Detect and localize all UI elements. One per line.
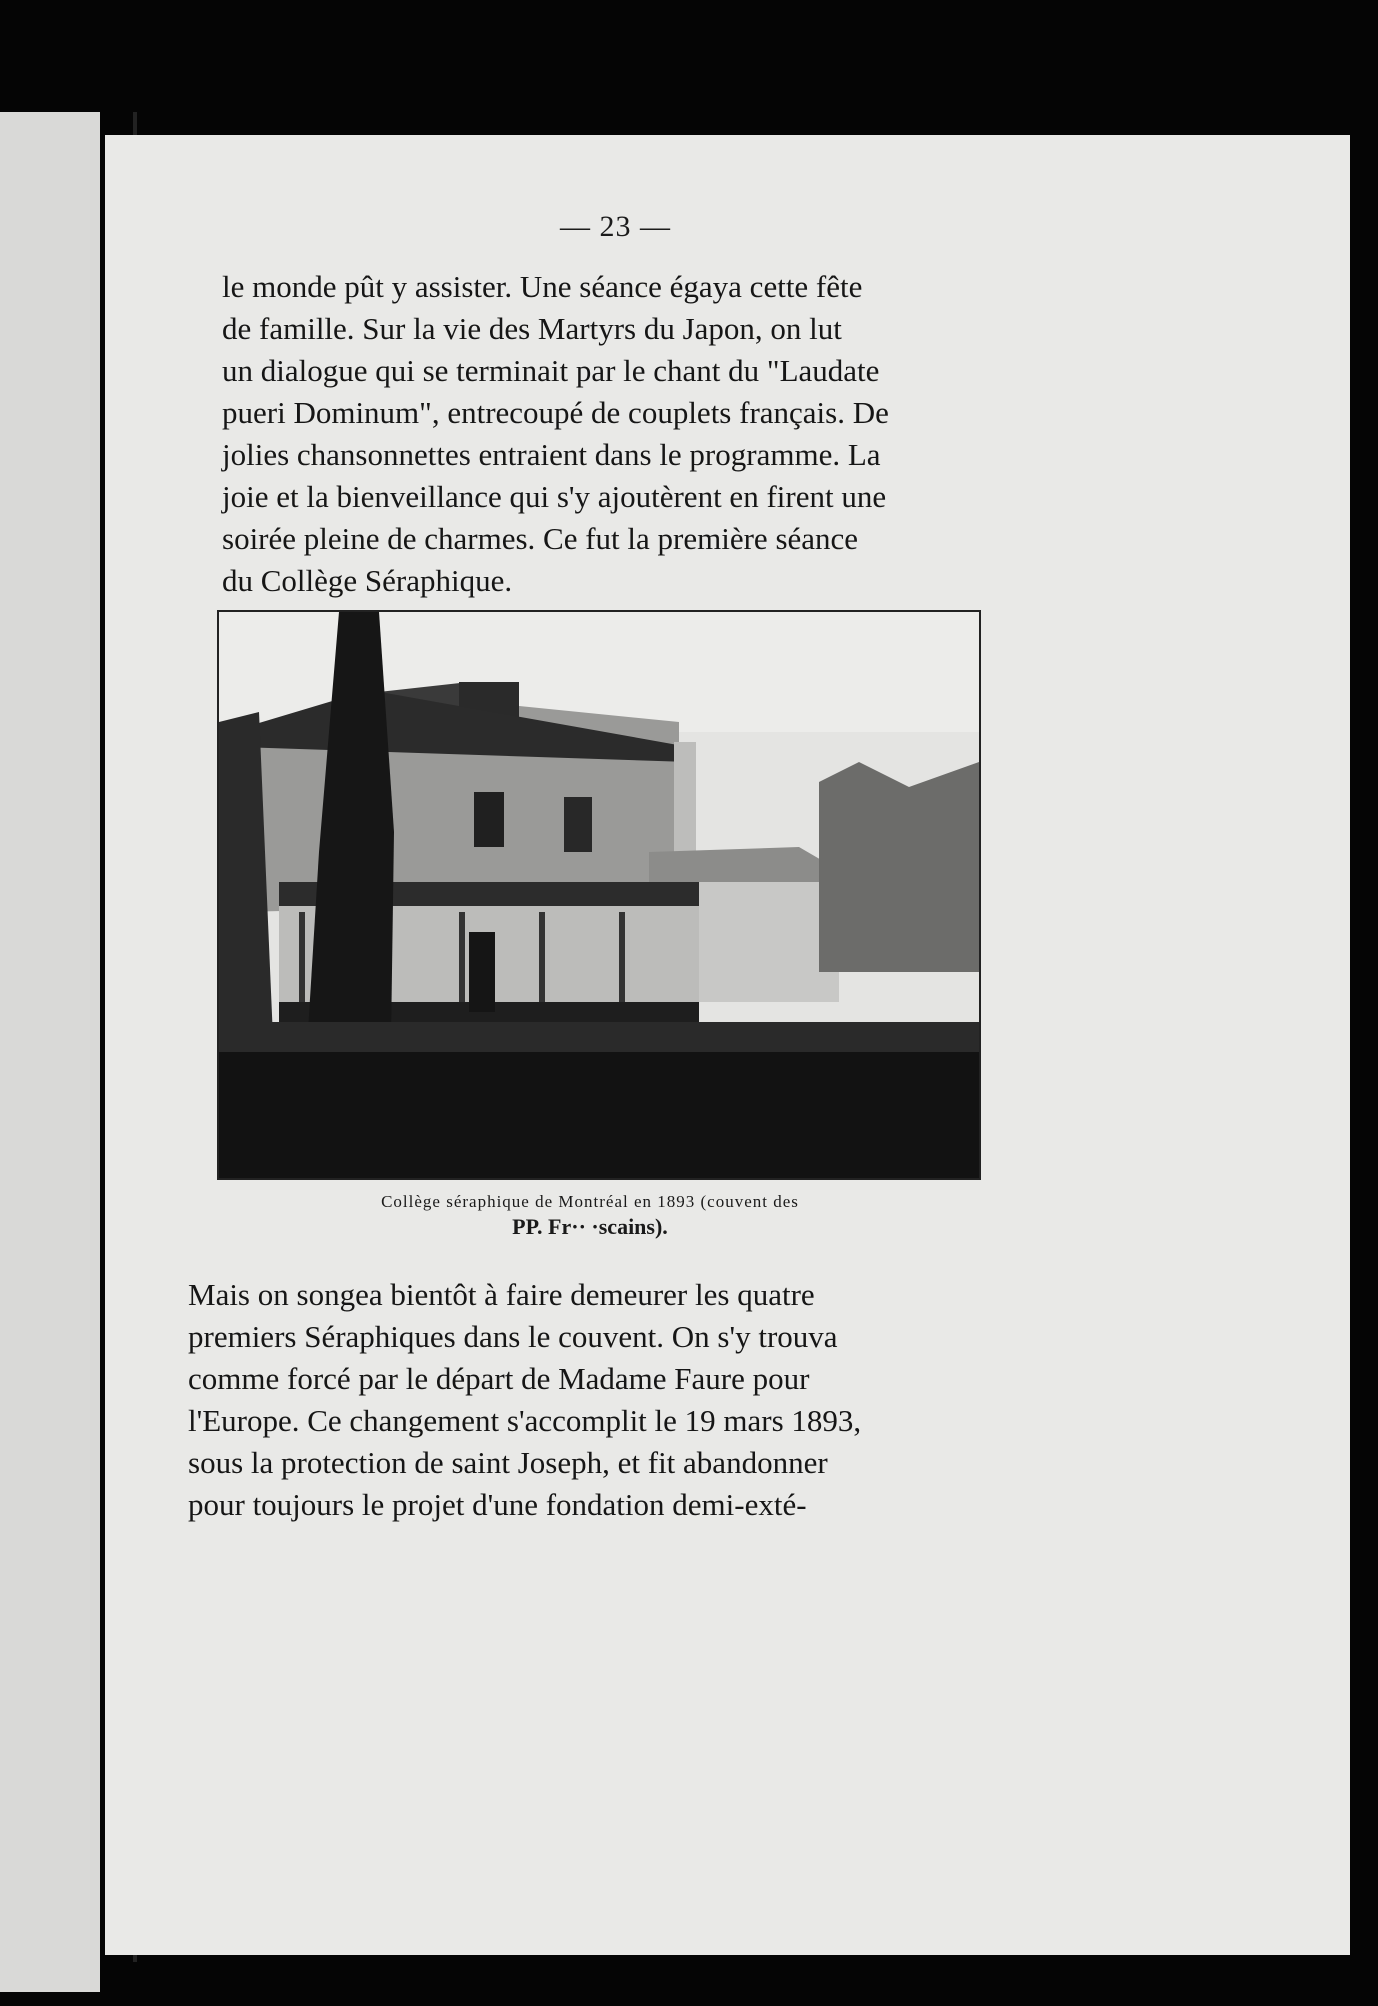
- paragraph-bottom: [188, 1274, 978, 1526]
- building-photo-illustration: [219, 612, 979, 1178]
- facing-page-edge: [0, 112, 100, 1992]
- text-line: jolies chansonnettes entraient dans le programme. La: [222, 437, 881, 472]
- text-line: pueri Dominum", entrecoupé de couplets français. De: [222, 395, 889, 430]
- text-line: Mais on songea bientôt à faire demeurer les quatre: [188, 1277, 815, 1312]
- college-photograph: [217, 610, 981, 1180]
- text-line: sous la protection de saint Joseph, et fit abandonner: [188, 1445, 828, 1480]
- text-line: le monde pût y assister. Une séance égaya cette fête: [222, 269, 863, 304]
- page-number: — 23 —: [560, 210, 671, 243]
- text-line: soirée pleine de charmes. Ce fut la première séance: [222, 521, 859, 556]
- text-line: de famille. Sur la vie des Martyrs du Japon, on lut: [222, 311, 842, 346]
- caption-line: PP. Fr·· ·scains).: [512, 1214, 668, 1239]
- photo-caption: [270, 1192, 910, 1240]
- text-line: pour toujours le projet d'une fondation demi-exté-: [188, 1487, 807, 1522]
- text-line: du Collège Séraphique.: [222, 563, 513, 598]
- text-line: l'Europe. Ce changement s'accomplit le 19 mars 1893,: [188, 1403, 862, 1438]
- caption-line: Collège séraphique de Montréal en 1893 (couvent des: [381, 1192, 799, 1211]
- text-line: comme forcé par le départ de Madame Faure pour: [188, 1361, 810, 1396]
- paragraph-top: [222, 266, 1012, 602]
- text-line: premiers Séraphiques dans le couvent. On s'y trouva: [188, 1319, 838, 1354]
- text-line: joie et la bienveillance qui s'y ajoutèrent en firent une: [222, 479, 887, 514]
- text-line: un dialogue qui se terminait par le chant du "Laudate: [222, 353, 880, 388]
